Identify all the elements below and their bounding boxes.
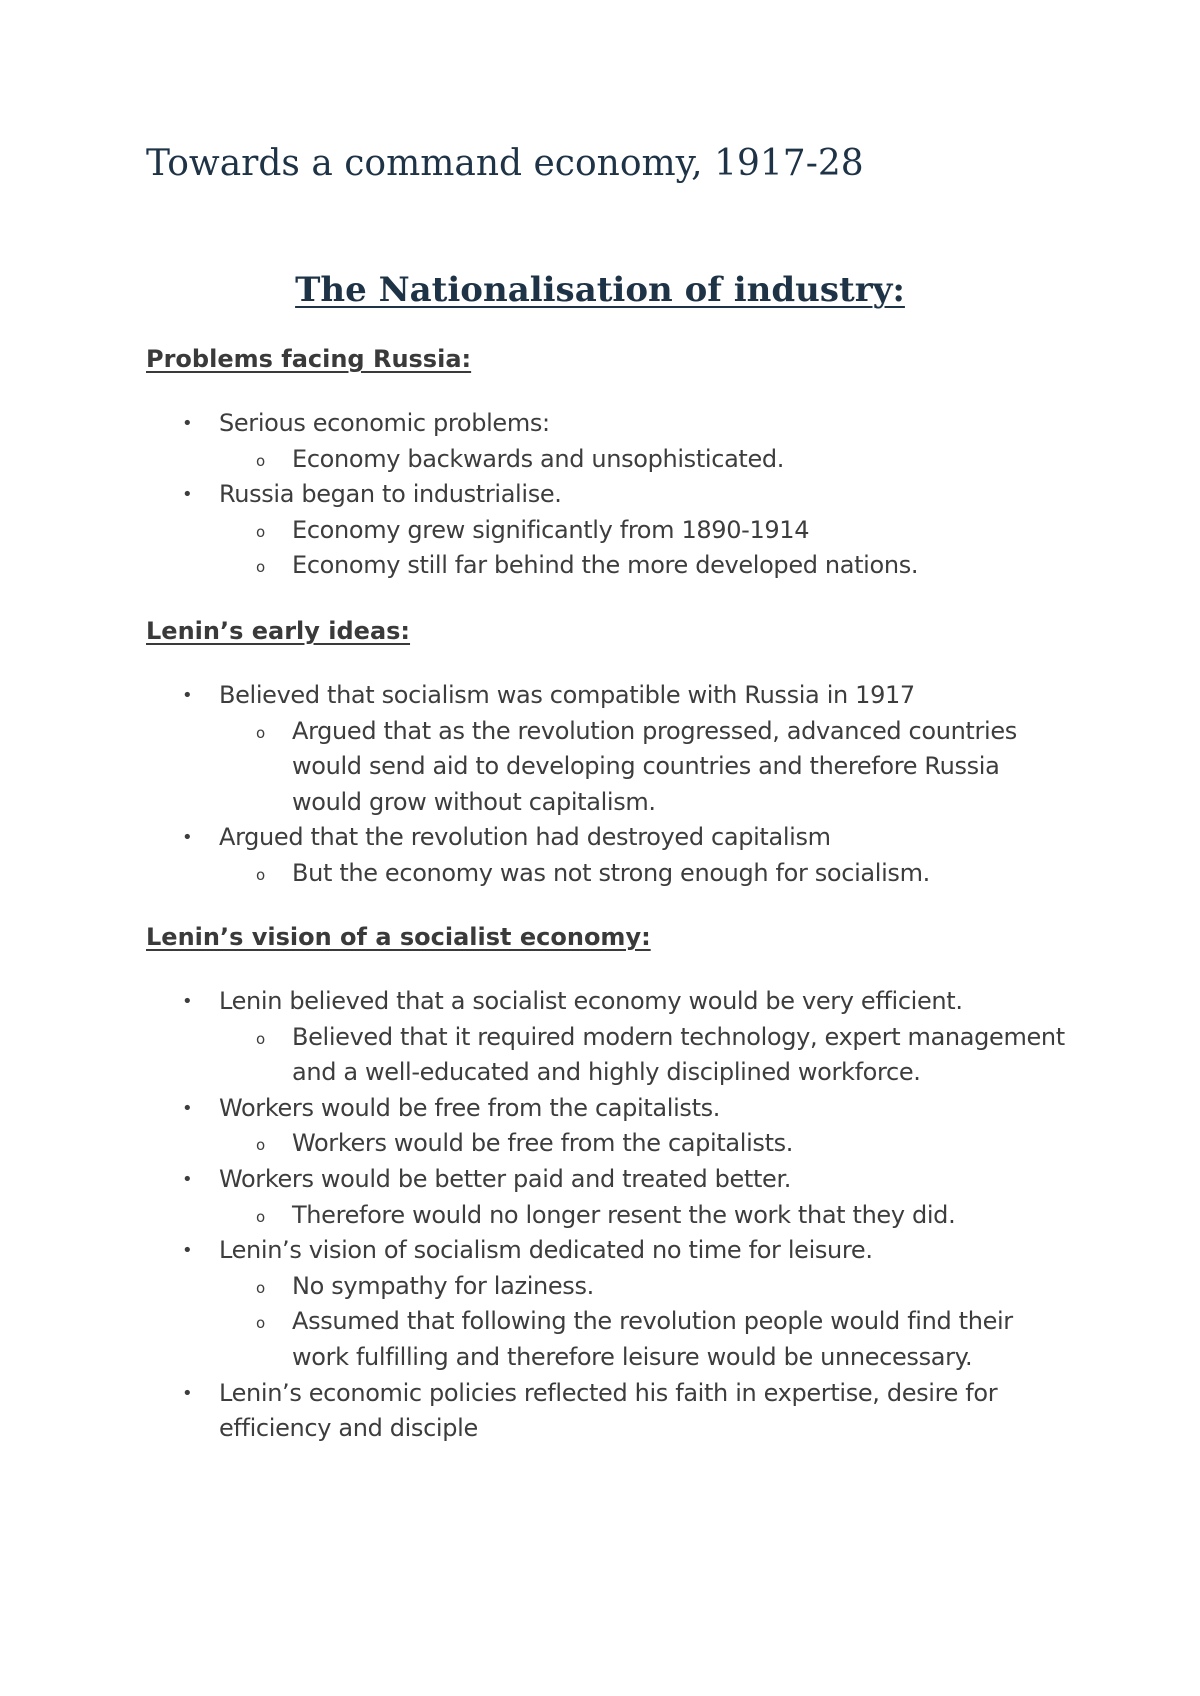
list-item-text: Serious economic problems: bbox=[219, 409, 550, 437]
sub-bullet-icon: o bbox=[256, 1314, 265, 1333]
list-item bbox=[0, 820, 1059, 856]
list-item-text: Lenin’s economic policies reflected his faith in expertise, desire for efficiency and disciple bbox=[219, 1378, 998, 1443]
list-item bbox=[0, 1233, 1059, 1269]
sub-list-item bbox=[0, 1126, 1067, 1162]
sub-list-item bbox=[0, 856, 1067, 892]
sub-bullet-icon: o bbox=[256, 1029, 265, 1048]
list-item-text: Lenin believed that a socialist economy would be very efficient. bbox=[219, 987, 963, 1015]
list-item bbox=[0, 984, 1059, 1020]
sub-list-item-text: Economy still far behind the more developed nations. bbox=[292, 551, 919, 580]
sub-list-item-text: But the economy was not strong enough for socialism. bbox=[292, 858, 930, 887]
sub-bullet-icon: o bbox=[256, 1136, 265, 1155]
list-item bbox=[0, 678, 1059, 714]
sub-list-item bbox=[0, 442, 1067, 478]
sub-list-item-text: Believed that it required modern technology, expert management and a well-educated and highly disciplined workforce. bbox=[292, 1022, 1065, 1087]
sub-bullet-icon: o bbox=[256, 558, 265, 577]
sub-list-item bbox=[0, 1304, 1067, 1375]
list-item-text: Workers would be better paid and treated better. bbox=[219, 1164, 792, 1193]
heading-problems-facing-russia: Problems facing Russia: bbox=[146, 345, 472, 373]
section-title: The Nationalisation of industry: bbox=[295, 270, 905, 310]
sub-list-item bbox=[0, 548, 1067, 584]
sub-list-item-text: Economy grew significantly from 1890-1914 bbox=[292, 515, 810, 544]
sub-bullet-icon: o bbox=[256, 1207, 265, 1226]
bullet-icon: • bbox=[182, 1097, 193, 1119]
bullet-icon: • bbox=[182, 1240, 193, 1262]
bullet-icon: • bbox=[182, 827, 193, 849]
sub-bullet-icon: o bbox=[256, 723, 265, 742]
list-item-text: Russia began to industrialise. bbox=[219, 480, 562, 509]
sub-list-item bbox=[0, 513, 1067, 549]
sub-list-item-text: No sympathy for laziness. bbox=[292, 1271, 594, 1300]
sub-list-item-text: Therefore would no longer resent the work that they did. bbox=[292, 1200, 956, 1229]
sub-list-item-text: Assumed that following the revolution people would find their work fulfilling and therefore leisure would be unnecessary. bbox=[292, 1307, 1013, 1371]
heading-lenins-vision: Lenin’s vision of a socialist economy: bbox=[146, 923, 651, 951]
list-problems-facing-russia bbox=[0, 406, 1200, 584]
sub-bullet-icon: o bbox=[256, 865, 265, 884]
list-item bbox=[0, 406, 1059, 442]
sub-list-item bbox=[0, 714, 1067, 821]
list-item bbox=[0, 477, 1059, 513]
list-item-text: Lenin’s vision of socialism dedicated no time for leisure. bbox=[219, 1236, 873, 1265]
list-item-text: Workers would be free from the capitalists. bbox=[219, 1093, 721, 1122]
list-item-text: Believed that socialism was compatible with Russia in 1917 bbox=[219, 681, 915, 709]
list-item bbox=[0, 1376, 1059, 1447]
bullet-icon: • bbox=[182, 413, 193, 434]
list-lenins-vision bbox=[0, 984, 1200, 1447]
document-title: Towards a command economy, 1917-28 bbox=[146, 143, 864, 184]
heading-lenins-early-ideas: Lenin’s early ideas: bbox=[146, 617, 411, 645]
sub-bullet-icon: o bbox=[256, 522, 265, 541]
sub-list-item bbox=[0, 1198, 1067, 1234]
list-item bbox=[0, 1162, 1059, 1198]
bullet-icon: • bbox=[182, 685, 193, 706]
sub-bullet-icon: o bbox=[256, 451, 265, 470]
sub-list-item-text: Argued that as the revolution progressed, advanced countries would send aid to developing countries and therefore Russia would grow without capitalism. bbox=[292, 716, 1017, 816]
bullet-icon: • bbox=[182, 991, 193, 1012]
list-item bbox=[0, 1091, 1059, 1127]
list-lenins-early-ideas bbox=[0, 678, 1200, 892]
sub-list-item bbox=[0, 1020, 1067, 1091]
sub-list-item bbox=[0, 1269, 1067, 1305]
sub-list-item-text: Workers would be free from the capitalists. bbox=[292, 1129, 794, 1158]
bullet-icon: • bbox=[182, 1168, 193, 1190]
sub-list-item-text: Economy backwards and unsophisticated. bbox=[292, 444, 785, 473]
bullet-icon: • bbox=[182, 1382, 193, 1404]
sub-bullet-icon: o bbox=[256, 1278, 265, 1297]
bullet-icon: • bbox=[182, 484, 193, 506]
list-item-text: Argued that the revolution had destroyed capitalism bbox=[219, 823, 831, 852]
